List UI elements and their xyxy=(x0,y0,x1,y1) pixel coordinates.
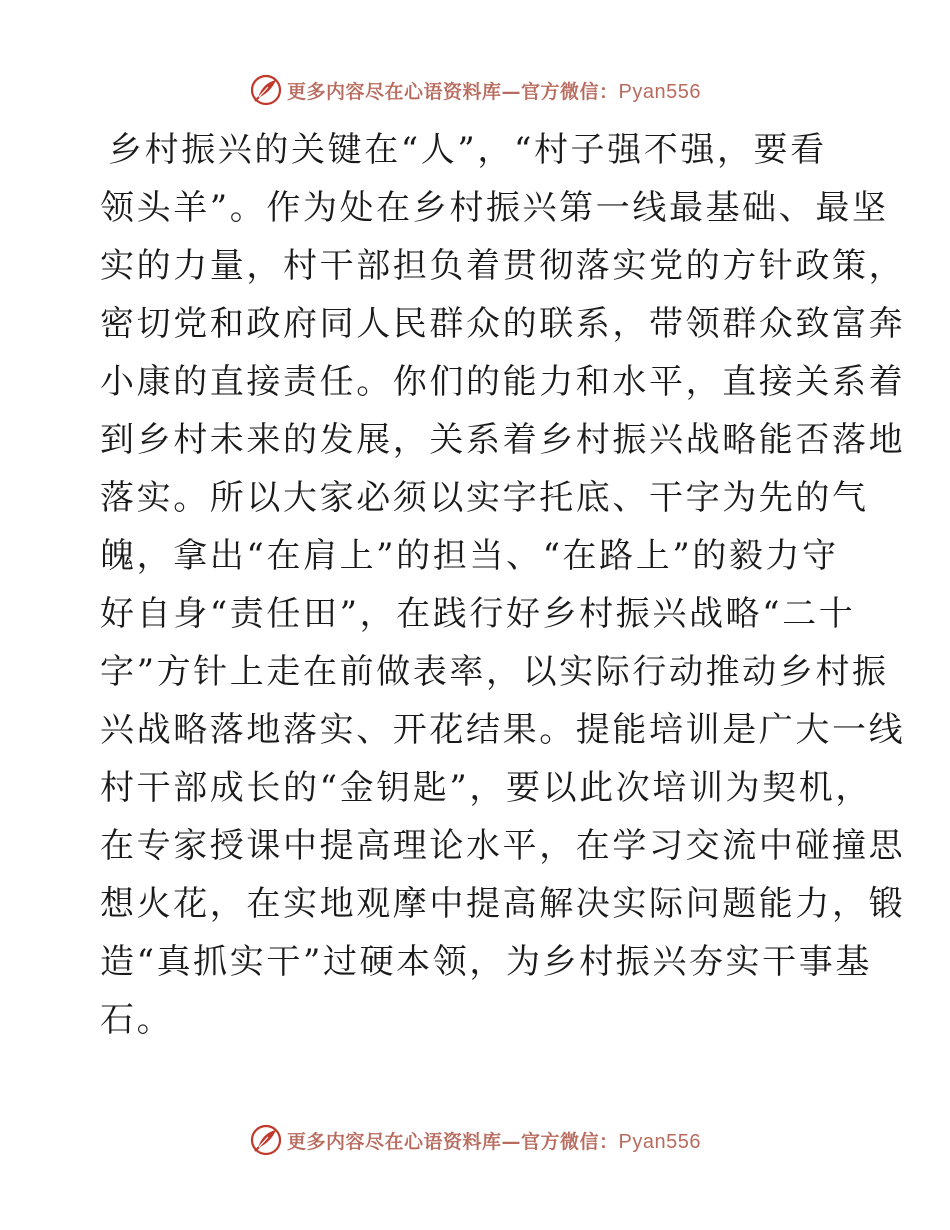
body-line: 兴战略落地落实、开花结果。提能培训是广大一线 xyxy=(100,710,906,750)
header-watermark xyxy=(0,70,950,110)
body-line: 小康的直接责任。你们的能力和水平，直接关系着 xyxy=(100,362,906,402)
body-line: 到乡村未来的发展，关系着乡村振兴战略能否落地 xyxy=(100,420,906,460)
body-line: 领头羊”。作为处在乡村振兴第一线最基础、最坚 xyxy=(100,188,889,228)
body-line: 在专家授课中提高理论水平，在学习交流中碰撞思 xyxy=(100,826,906,866)
body-line: 好自身“责任田”，在践行好乡村振兴战略“二十 xyxy=(100,594,856,634)
article-body xyxy=(100,121,906,1049)
body-line: 村干部成长的“金钥匙”，要以此次培训为契机， xyxy=(100,768,872,808)
footer-banner-text: 更多内容尽在心语资料库—官方微信：Pyan556 xyxy=(287,1130,701,1153)
body-line: 落实。所以大家必须以实字托底、干字为先的气 xyxy=(100,478,869,518)
body-line: 石。 xyxy=(100,1000,174,1040)
footer-watermark xyxy=(0,1120,950,1160)
body-line: 密切党和政府同人民群众的联系，带领群众致富奔 xyxy=(100,304,906,344)
body-line: 字”方针上走在前做表率，以实际行动推动乡村振 xyxy=(100,652,889,692)
body-line: 想火花，在实地观摩中提高解决实际问题能力，锻 xyxy=(100,884,906,924)
footer-wechat-id: Pyan556 xyxy=(618,1130,701,1153)
body-line: 魄，拿出“在肩上”的担当、“在路上”的毅力守 xyxy=(100,536,839,576)
body-line: 实的力量，村干部担负着贯彻落实党的方针政策， xyxy=(100,246,906,286)
header-wechat-id: Pyan556 xyxy=(618,80,701,103)
feather-pen-logo-icon xyxy=(249,73,283,107)
feather-pen-logo-icon xyxy=(249,1123,283,1157)
body-line: 乡村振兴的关键在“人”，“村子强不强，要看 xyxy=(108,130,827,170)
body-line: 造“真抓实干”过硬本领，为乡村振兴夯实干事基 xyxy=(100,942,872,982)
header-banner-text: 更多内容尽在心语资料库—官方微信：Pyan556 xyxy=(287,80,701,103)
